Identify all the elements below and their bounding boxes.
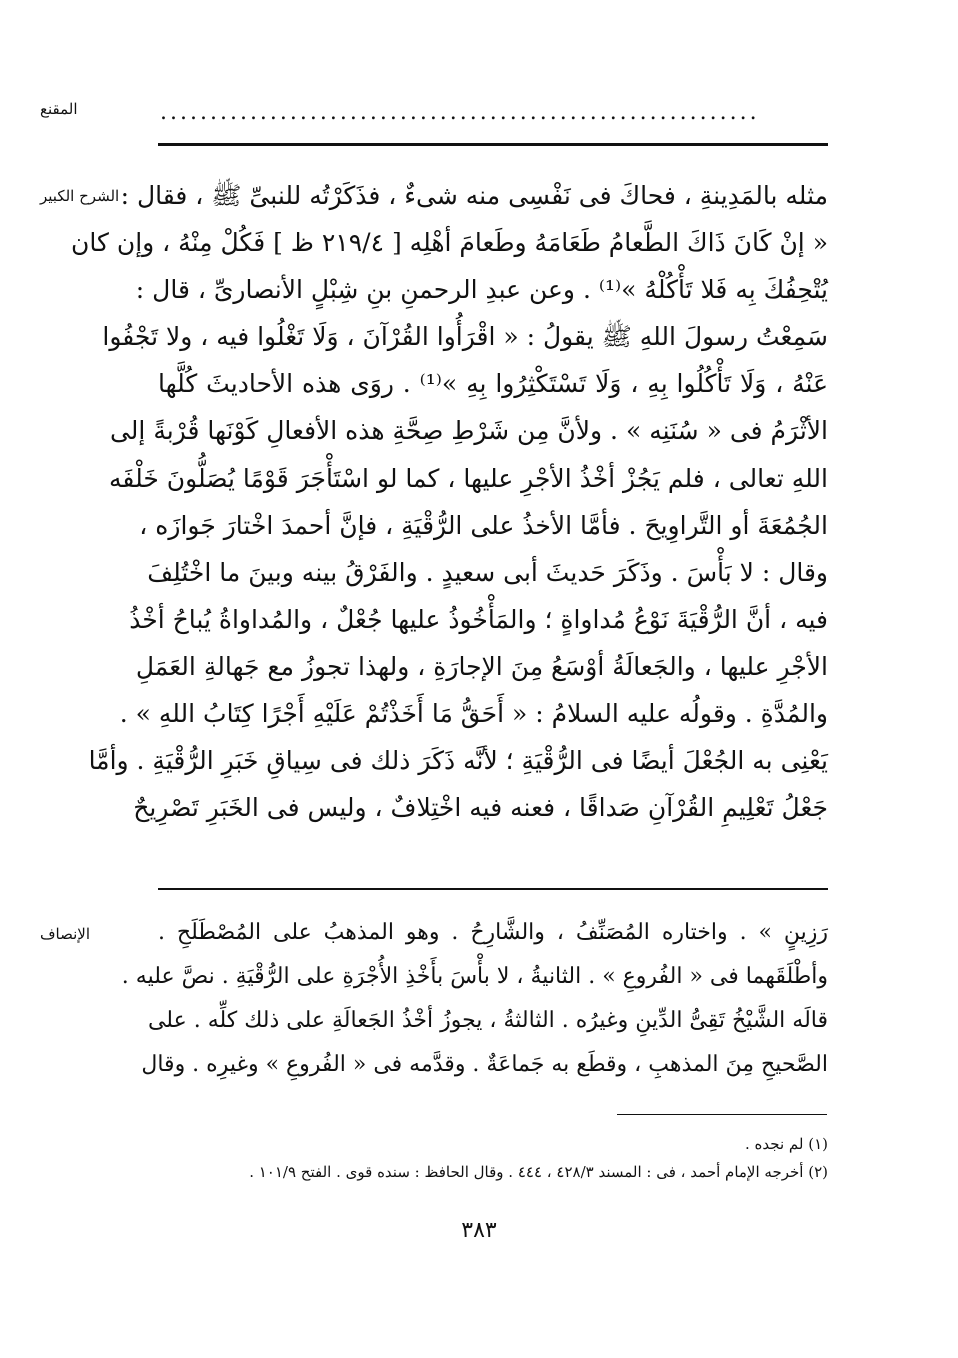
section-divider <box>158 888 828 890</box>
header-rule <box>158 143 828 146</box>
insaf-text-line: رَزِينٍ » . واختاره المُصَنِّفُ ، والشَّارِحُ . وهو المذهبُ على المُصْطَلَحِ . <box>158 920 828 945</box>
main-text-line: فيه ، أنَّ الرُّقْيَةَ نَوْعُ مُداواةٍ ؛ والمَأْخُوذُ عليها جُعْلٌ ، والمُداواةُ يُباحُ أخْذُ <box>129 604 828 634</box>
footnote-2: (٢) أخرجه الإمام أحمد ، فى : المسند ٤٢٨/٣ ، ٤٤٤ . وقال الحافظ : سنده قوى . الفتح ١٠١/٩ . <box>249 1163 828 1181</box>
main-text-line: الأثْرَمُ فى « سُنَنِه » . ولأنَّ مِن شَرْطِ صِحَّةِ هذه الأفعالِ كَوْنَها قُرْبةً إلى <box>109 416 828 446</box>
main-text-line: والمُدَّةِ . وقولُه عليه السلامُ : « أَحَقُّ مَا أَخَذْتُمْ عَلَيْهِ أَجْرًا كِتَابُ اللهِ » . <box>119 699 828 729</box>
insaf-text-line: الصَّحيحِ مِنَ المذهبِ ، وقطَع به جَماعَةٌ . وقدَّمه فى « الفُروعِ » وغيرِه . وقال <box>141 1052 828 1077</box>
header-dots: ............................................................ <box>160 100 760 125</box>
footnote-rule <box>617 1114 827 1115</box>
main-text-line: عَنْهُ ، وَلَا تَأْكُلُوا بِهِ ، وَلَا تَسْتَكْثِرُوا بِهِ »⁽¹⁾ . روَى هذه الأحاديثَ كُلَّها <box>158 369 828 399</box>
section-label-sharh: الشرح الكبير <box>40 187 120 205</box>
main-text-line: « إنْ كَانَ ذَاكَ الطَّعامُ طَعَامَهُ وطَعامَ أهْلِه [ ٢١٩/٤ ظ ] فَكُلْ مِنْهُ ، وإن كان <box>71 228 828 258</box>
page-number: ٣٨٣ <box>461 1218 497 1243</box>
insaf-text-line: وأطْلَقَهما فى « الفُروعِ » . الثانيةُ ، لا بأْسَ بأَخْذِ الأُجْرَةِ على الرُّقْيَةِ . نصَّ عليه . <box>121 964 828 989</box>
insaf-text-block <box>121 911 828 1087</box>
main-text-line: الجُمُعَةَ أو التَّراوِيحَ . فأمَّا الأخذُ على الرُّقْيَةِ ، فإنَّ أحمدَ اخْتارَ جَوازَه ، <box>139 510 828 540</box>
main-text-line: مثله بالمَدِينةِ ، فحاكَ فى نَفْسِى منه شىءٌ ، فذَكَرْتُه للنبىِّ ﷺ ، فقال : <box>120 181 828 210</box>
main-text-line: اللهِ تعالى ، فلم يَجُزْ أخْذُ الأجْرِ عليها ، كما لو اسْتَأْجَرَ قَوْمًا يُصَلُّونَ خَلْفَه <box>109 463 828 493</box>
insaf-text-line: قالَه الشَّيْخُ تَقِىُّ الدِّينِ وغيرُه . الثالثةُ ، يجوزُ أخْذُ الجَعالَةِ على ذلك كلِّه . على <box>147 1008 828 1033</box>
main-text-line: جَعْلُ تَعْلِيمِ القُرْآنِ صَداقًا ، فعنه فيه اخْتِلافٌ ، وليس فى الخَبَرِ تَصْرِيحٌ <box>133 793 828 823</box>
main-text-line: سَمِعْتُ رسولَ اللهِ ﷺ يقولُ : « اقْرَأُوا القُرْآنَ ، وَلَا تَغْلُوا فيه ، ولا تَجْفُوا <box>102 322 828 352</box>
footnote-1: (١) لم نجده . <box>745 1135 828 1153</box>
main-text-line: وقال : لا بَأْسَ . وذَكَرَ حَديثَ أبى سعيدٍ . والفَرْقُ بينه وبينَ ما اخْتُلِفَ <box>147 557 828 587</box>
main-text-line: يَعْنِى به الجُعْلَ أيضًا فى الرُّقْيَةِ ؛ لأنَّه ذَكَرَ ذلك فى سِياقِ خَبَرِ الرُّقْيَةِ . وأمَّا <box>88 746 828 776</box>
section-label-insaf: الإنصاف <box>40 925 91 943</box>
main-text-line: الأجْرِ عليها ، والجَعالَةُ أوْسَعُ مِنَ الإجارَةِ ، ولهذا تجوزُ مع جَهالةِ العَمَلِ <box>135 651 828 681</box>
main-text-line: يُتْحِفُكَ بِه فَلا تَأْكُلْهُ »⁽¹⁾ . وعن عبدِ الرحمنِ بنِ شِبْلٍ الأنصارىِّ ، قال : <box>135 275 828 305</box>
header-label: المقنع <box>40 100 78 118</box>
